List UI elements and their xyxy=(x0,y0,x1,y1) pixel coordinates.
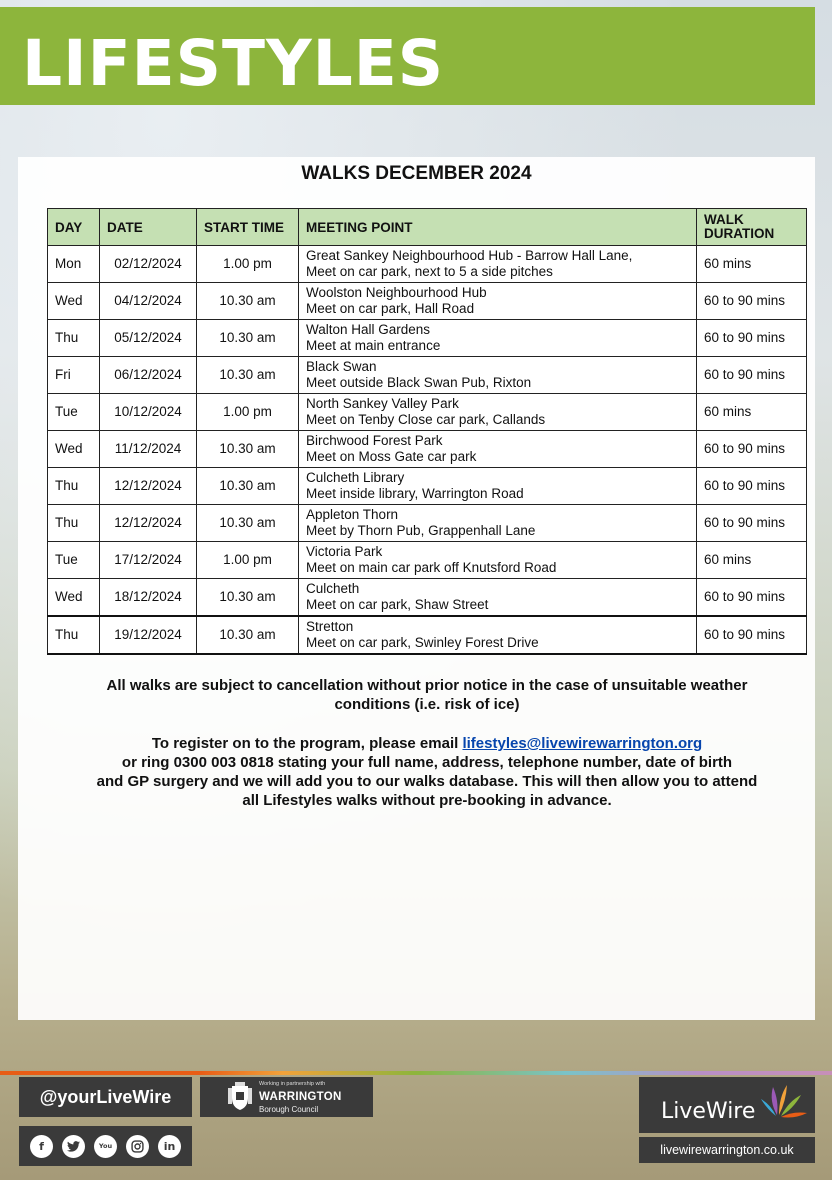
cell-day: Fri xyxy=(48,357,100,394)
meeting-instructions: Meet outside Black Swan Pub, Rixton xyxy=(306,375,532,390)
youtube-icon[interactable]: You xyxy=(94,1135,117,1158)
table-row xyxy=(48,505,807,542)
cell-date: 06/12/2024 xyxy=(100,357,197,394)
meeting-instructions: Meet on car park, Hall Road xyxy=(306,301,475,316)
cell-day: Thu xyxy=(48,505,100,542)
council-partner-badge xyxy=(200,1077,373,1117)
meeting-instructions: Meet on car park, Shaw Street xyxy=(306,597,489,612)
meeting-instructions: Meet at main entrance xyxy=(306,338,441,353)
meeting-place: Culcheth xyxy=(306,581,360,596)
cell-date: 04/12/2024 xyxy=(100,283,197,320)
partnership-label: Working in partnership with xyxy=(259,1081,326,1087)
register-line: all Lifestyles walks without pre-booking in advance. xyxy=(242,792,612,809)
meeting-place: Woolston Neighbourhood Hub xyxy=(306,285,487,300)
column-header-day: DAY xyxy=(48,209,100,246)
cell-date: 02/12/2024 xyxy=(100,246,197,283)
meeting-instructions: Meet on Moss Gate car park xyxy=(306,449,477,464)
instagram-icon[interactable] xyxy=(126,1135,149,1158)
meeting-place: Victoria Park xyxy=(306,544,383,559)
cell-start-time: 1.00 pm xyxy=(197,246,299,283)
cell-meeting-point xyxy=(299,357,697,394)
cell-meeting-point xyxy=(299,320,697,357)
council-subtitle: Borough Council xyxy=(259,1105,319,1114)
table-row xyxy=(48,431,807,468)
cell-walk-duration: 60 to 90 mins xyxy=(697,431,807,468)
cell-walk-duration: 60 mins xyxy=(697,542,807,579)
walks-title: WALKS DECEMBER 2024 xyxy=(301,163,532,184)
cell-meeting-point xyxy=(299,542,697,579)
cell-day: Wed xyxy=(48,579,100,617)
column-header-walk-duration: WALK DURATION xyxy=(697,209,807,246)
cell-start-time: 1.00 pm xyxy=(197,542,299,579)
cell-day: Tue xyxy=(48,542,100,579)
meeting-place: Black Swan xyxy=(306,359,377,374)
cell-date: 19/12/2024 xyxy=(100,616,197,654)
cell-walk-duration: 60 to 90 mins xyxy=(697,283,807,320)
meeting-place: Great Sankey Neighbourhood Hub - Barrow Hall Lane, xyxy=(306,248,633,263)
cell-walk-duration: 60 to 90 mins xyxy=(697,468,807,505)
cell-date: 12/12/2024 xyxy=(100,505,197,542)
table-row xyxy=(48,542,807,579)
cell-date: 10/12/2024 xyxy=(100,394,197,431)
cell-date: 17/12/2024 xyxy=(100,542,197,579)
cell-walk-duration: 60 mins xyxy=(697,394,807,431)
meeting-instructions: Meet by Thorn Pub, Grappenhall Lane xyxy=(306,523,536,538)
cell-walk-duration: 60 to 90 mins xyxy=(697,357,807,394)
council-name: WARRINGTON xyxy=(259,1091,342,1103)
meeting-instructions: Meet inside library, Warrington Road xyxy=(306,486,524,501)
cell-start-time: 10.30 am xyxy=(197,320,299,357)
cell-start-time: 10.30 am xyxy=(197,616,299,654)
cell-day: Tue xyxy=(48,394,100,431)
livewire-name: LiveWire xyxy=(661,1099,756,1124)
table-row xyxy=(48,283,807,320)
cell-day: Wed xyxy=(48,431,100,468)
notice-line: conditions (i.e. risk of ice) xyxy=(334,696,520,713)
cell-walk-duration: 60 to 90 mins xyxy=(697,616,807,654)
cell-meeting-point xyxy=(299,505,697,542)
notice-line: All walks are subject to cancellation without prior notice in the case of unsuitable weather xyxy=(106,677,748,694)
walks-table xyxy=(47,208,807,655)
social-icons-bar xyxy=(19,1126,192,1166)
cell-start-time: 10.30 am xyxy=(197,283,299,320)
cell-date: 05/12/2024 xyxy=(100,320,197,357)
cell-date: 18/12/2024 xyxy=(100,579,197,617)
cell-meeting-point xyxy=(299,283,697,320)
meeting-place: Stretton xyxy=(306,619,354,634)
table-row xyxy=(48,320,807,357)
table-row xyxy=(48,394,807,431)
livewire-url[interactable]: livewirewarrington.co.uk xyxy=(639,1137,815,1163)
meeting-place: Birchwood Forest Park xyxy=(306,433,443,448)
meeting-place: Culcheth Library xyxy=(306,470,405,485)
cell-day: Mon xyxy=(48,246,100,283)
cell-meeting-point xyxy=(299,246,697,283)
registration-info xyxy=(40,734,814,810)
cell-date: 11/12/2024 xyxy=(100,431,197,468)
meeting-instructions: Meet on car park, Swinley Forest Drive xyxy=(306,635,539,650)
cell-meeting-point xyxy=(299,468,697,505)
register-prefix: To register on to the program, please email xyxy=(151,735,459,752)
meeting-place: Appleton Thorn xyxy=(306,507,399,522)
linkedin-icon[interactable]: in xyxy=(158,1135,181,1158)
header-band xyxy=(0,7,815,105)
cell-start-time: 1.00 pm xyxy=(197,394,299,431)
cell-day: Thu xyxy=(48,616,100,654)
cell-start-time: 10.30 am xyxy=(197,431,299,468)
cell-start-time: 10.30 am xyxy=(197,468,299,505)
cell-day: Thu xyxy=(48,320,100,357)
footer-color-stripe xyxy=(0,1071,832,1075)
column-header-date: DATE xyxy=(100,209,197,246)
cell-day: Thu xyxy=(48,468,100,505)
cell-date: 12/12/2024 xyxy=(100,468,197,505)
cell-meeting-point xyxy=(299,616,697,654)
cell-meeting-point xyxy=(299,579,697,617)
cell-walk-duration: 60 to 90 mins xyxy=(697,320,807,357)
council-text xyxy=(259,1079,342,1115)
table-row xyxy=(48,616,807,654)
twitter-icon[interactable] xyxy=(62,1135,85,1158)
cell-meeting-point xyxy=(299,394,697,431)
meeting-instructions: Meet on Tenby Close car park, Callands xyxy=(306,412,546,427)
table-row xyxy=(48,579,807,617)
social-handle[interactable]: @yourLiveWire xyxy=(19,1077,192,1117)
facebook-icon[interactable]: f xyxy=(30,1135,53,1158)
cell-start-time: 10.30 am xyxy=(197,579,299,617)
table-row xyxy=(48,468,807,505)
email-link[interactable]: lifestyles@livewirewarrington.org xyxy=(462,735,703,752)
table-row xyxy=(48,357,807,394)
livewire-logo xyxy=(639,1077,815,1133)
cell-walk-duration: 60 to 90 mins xyxy=(697,505,807,542)
cell-walk-duration: 60 mins xyxy=(697,246,807,283)
page-title: LIFESTYLES xyxy=(22,27,445,100)
column-header-meeting-point: MEETING POINT xyxy=(299,209,697,246)
register-line: or ring 0300 003 0818 stating your full name, address, telephone number, date of birth xyxy=(121,754,733,771)
cell-meeting-point xyxy=(299,431,697,468)
cell-start-time: 10.30 am xyxy=(197,357,299,394)
cell-walk-duration: 60 to 90 mins xyxy=(697,579,807,617)
register-line: and GP surgery and we will add you to our walks database. This will then allow you to attend xyxy=(96,773,758,790)
council-crest-icon xyxy=(228,1082,252,1112)
meeting-place: North Sankey Valley Park xyxy=(306,396,459,411)
walks-table-body xyxy=(48,246,807,655)
table-header-row xyxy=(48,209,807,246)
livewire-flower-icon xyxy=(759,1081,809,1123)
cell-start-time: 10.30 am xyxy=(197,505,299,542)
cell-day: Wed xyxy=(48,283,100,320)
column-header-start-time: START TIME xyxy=(197,209,299,246)
meeting-instructions: Meet on car park, next to 5 a side pitches xyxy=(306,264,553,279)
meeting-place: Walton Hall Gardens xyxy=(306,322,431,337)
cancellation-notice xyxy=(48,676,806,714)
meeting-instructions: Meet on main car park off Knutsford Road xyxy=(306,560,557,575)
table-row xyxy=(48,246,807,283)
